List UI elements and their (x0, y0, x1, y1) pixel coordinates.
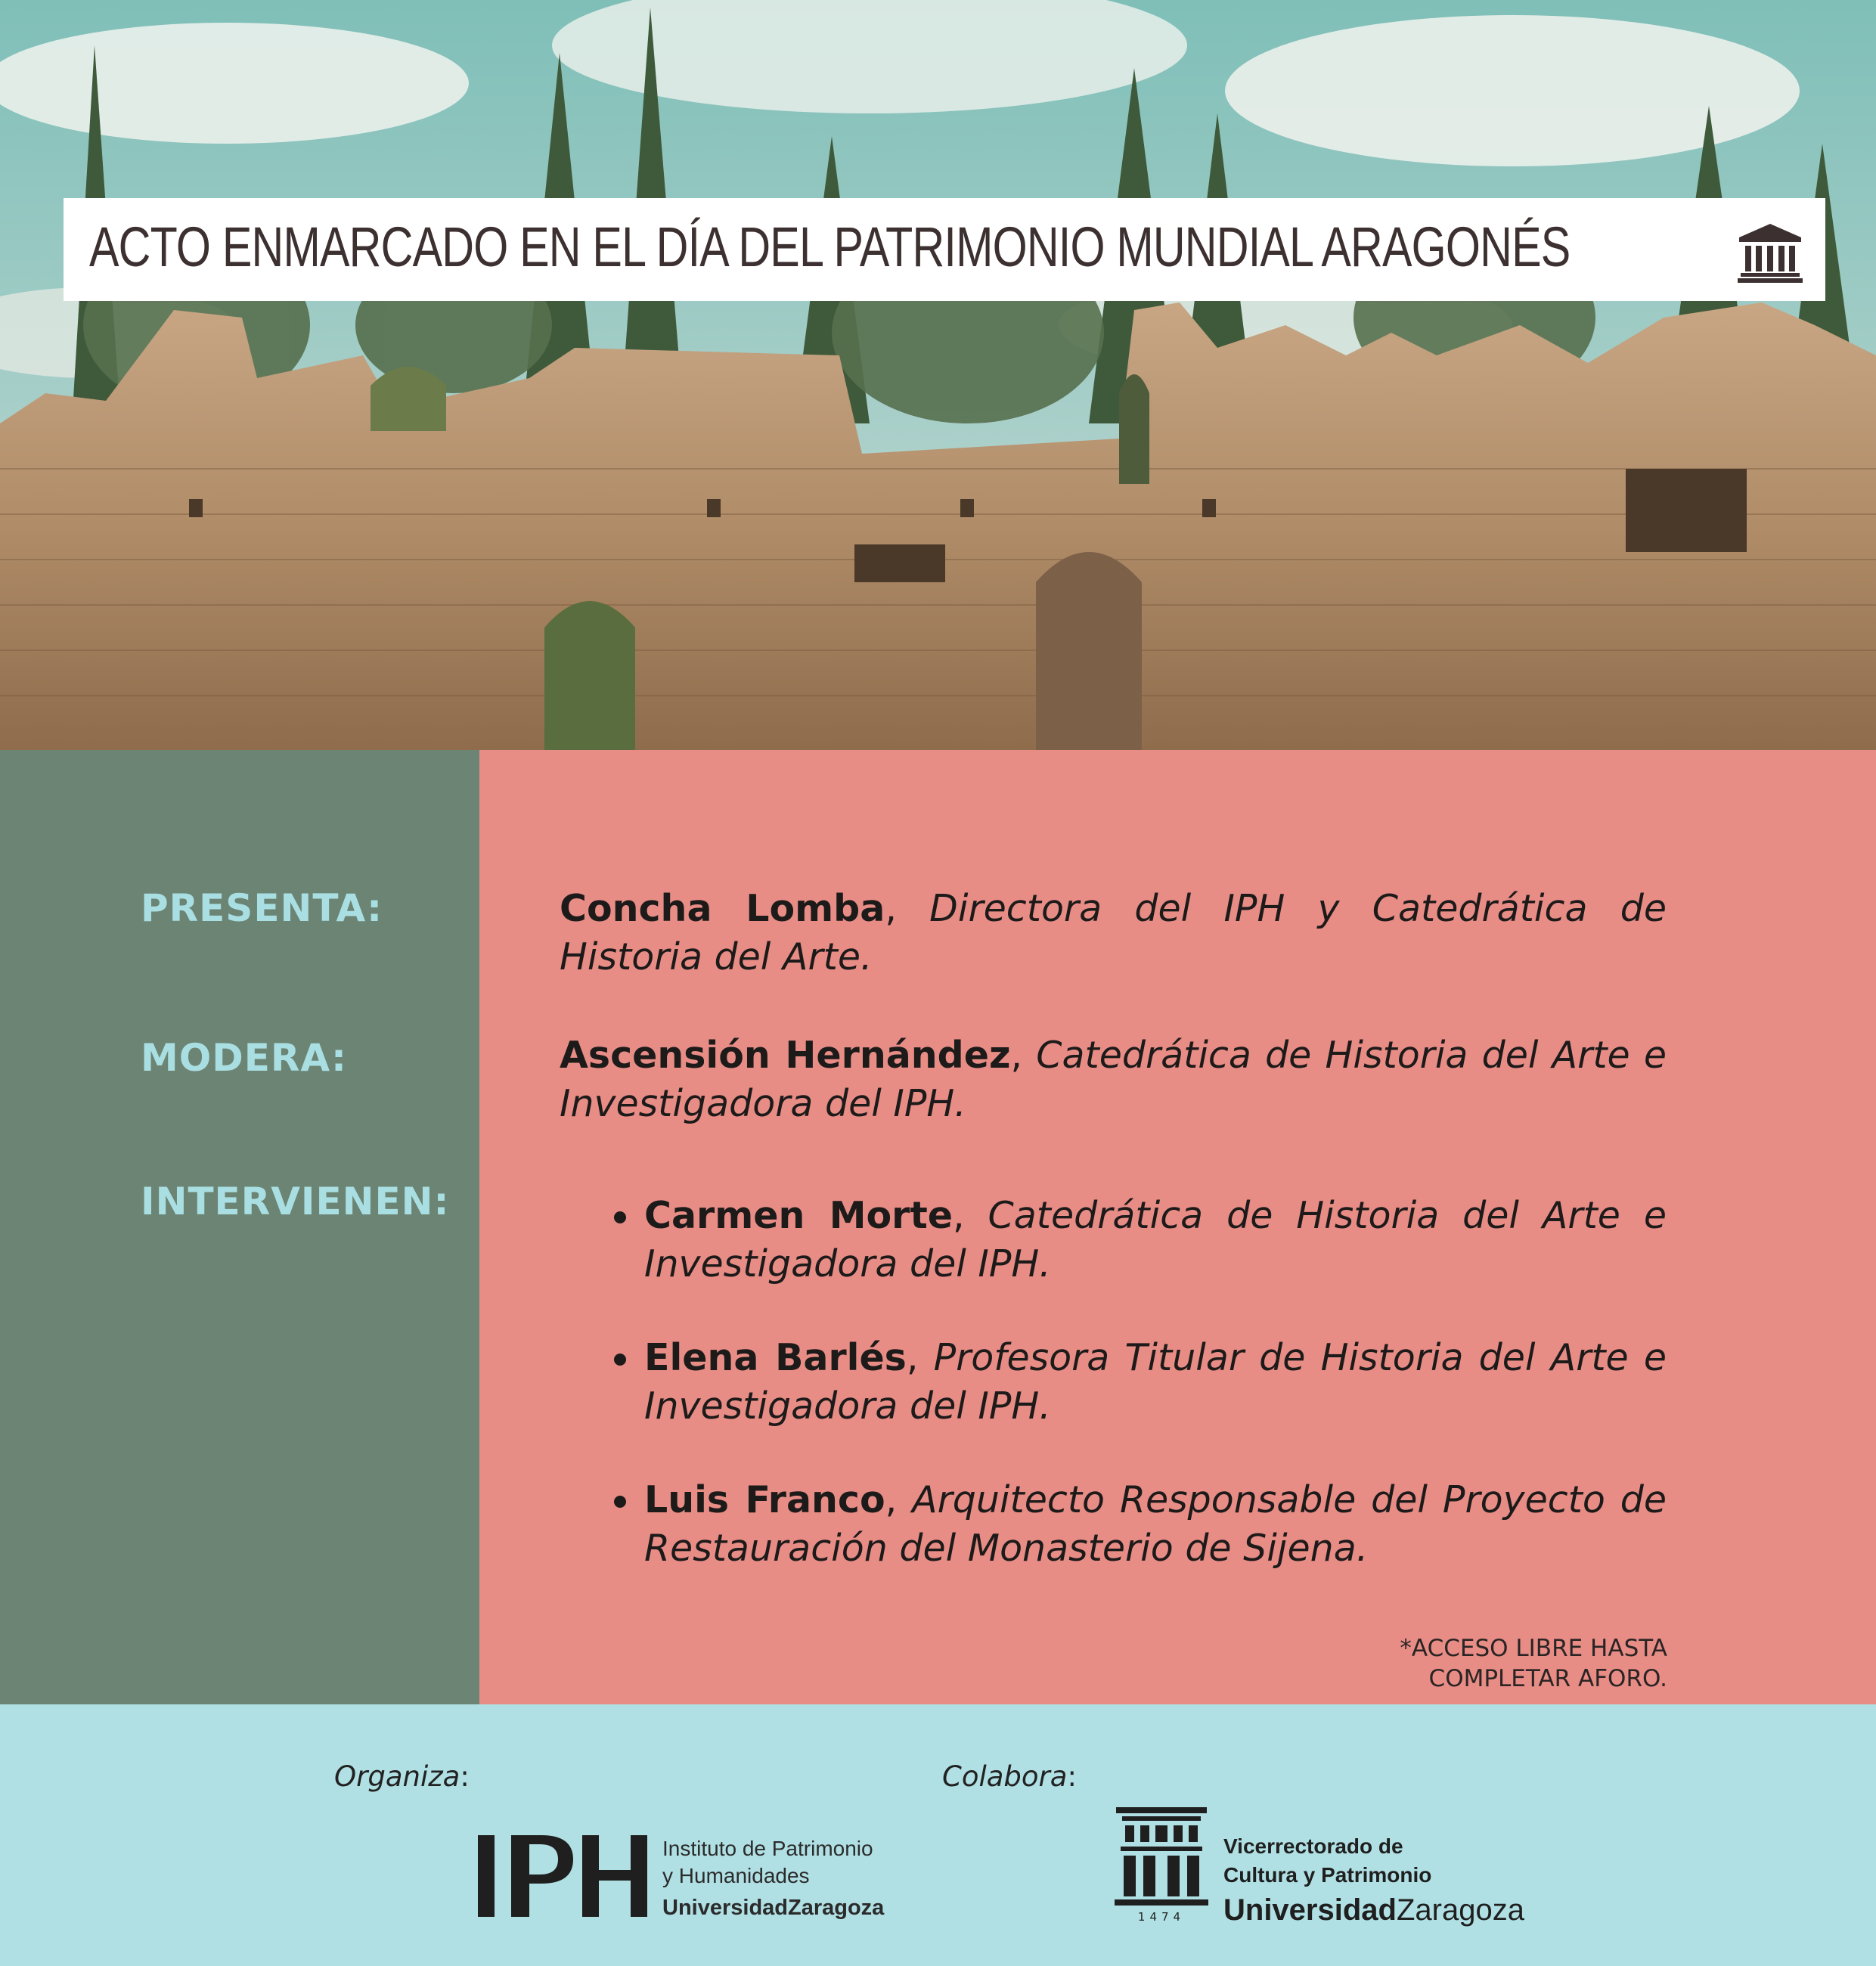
organiza-label: Organiza: (334, 1760, 470, 1793)
ruins-illustration (0, 0, 1876, 750)
role-label-intervienen: INTERVIENEN: (141, 1180, 450, 1223)
modera-entry: Ascensión Hernández, Catedrática de Historia del Arte e Investigadora del IPH. (560, 1034, 1667, 1125)
iph-university: UniversidadZaragoza (662, 1896, 885, 1920)
interviene-name: Elena Barlés (644, 1336, 907, 1379)
vicerrectorado-line: Vicerrectorado de (1223, 1834, 1403, 1858)
banner-title: ACTO ENMARCADO EN EL DÍA DEL PATRIMONIO MUNDIAL ARAGONÉS (89, 216, 1571, 278)
bullet-icon (614, 1496, 626, 1508)
iph-logo (476, 1834, 900, 1924)
interviene-description: Arquitecto Responsable del Proyecto de Restauración del Monasterio de Sijena. (644, 1478, 1667, 1570)
iph-logo-mark (476, 1834, 650, 1918)
hero-photo (0, 0, 1876, 750)
bullet-icon (614, 1354, 626, 1366)
presenta-name: Concha Lomba (560, 887, 885, 930)
bullet-icon (614, 1211, 626, 1223)
vicerrectorado-line: Cultura y Patrimonio (1223, 1863, 1432, 1887)
access-note-line: COMPLETAR AFORO. (1428, 1665, 1667, 1692)
interviene-description: Profesora Titular de Historia del Arte e Investigadora del IPH. (644, 1336, 1667, 1428)
iph-line: Instituto de Patrimonio (662, 1837, 873, 1860)
modera-name: Ascensión Hernández (560, 1034, 1011, 1077)
interviene-name: Carmen Morte (644, 1194, 954, 1237)
interviene-item: Elena Barlés, Profesora Titular de Historia del Arte e Investigadora del IPH. (644, 1336, 1667, 1428)
museum-icon (1738, 222, 1803, 283)
access-note (1400, 1633, 1667, 1694)
vicerrectorado-university: UniversidadZaragoza (1223, 1893, 1524, 1927)
presenta-entry: Concha Lomba, Directora del IPH y Catedrática de Historia del Arte. (560, 887, 1667, 978)
interviene-description: Catedrática de Historia del Arte e Investigadora del IPH. (644, 1194, 1667, 1285)
access-note-line: *ACCESO LIBRE HASTA (1400, 1635, 1667, 1662)
foundation-year: 1474 (1137, 1910, 1186, 1924)
presenta-description: Directora del IPH y Catedrática de Historia del Arte. (560, 887, 1667, 978)
event-banner (64, 198, 1825, 301)
interviene-name: Luis Franco (644, 1478, 885, 1521)
footer (0, 1704, 1876, 1966)
role-label-presenta: PRESENTA: (141, 886, 383, 930)
vicerrectorado-logo (1113, 1807, 1536, 1936)
interviene-item: Carmen Morte, Catedrática de Historia del Arte e Investigadora del IPH. (644, 1194, 1667, 1285)
iph-line: y Humanidades (662, 1864, 810, 1887)
university-tower-icon (1113, 1807, 1210, 1909)
interviene-item: Luis Franco, Arquitecto Responsable del Proyecto de Restauración del Monasterio de Sijena. (644, 1478, 1667, 1570)
role-label-modera: MODERA: (141, 1036, 348, 1080)
colabora-label: Colabora: (942, 1760, 1077, 1793)
modera-description: Catedrática de Historia del Arte e Investigadora del IPH. (560, 1034, 1667, 1125)
